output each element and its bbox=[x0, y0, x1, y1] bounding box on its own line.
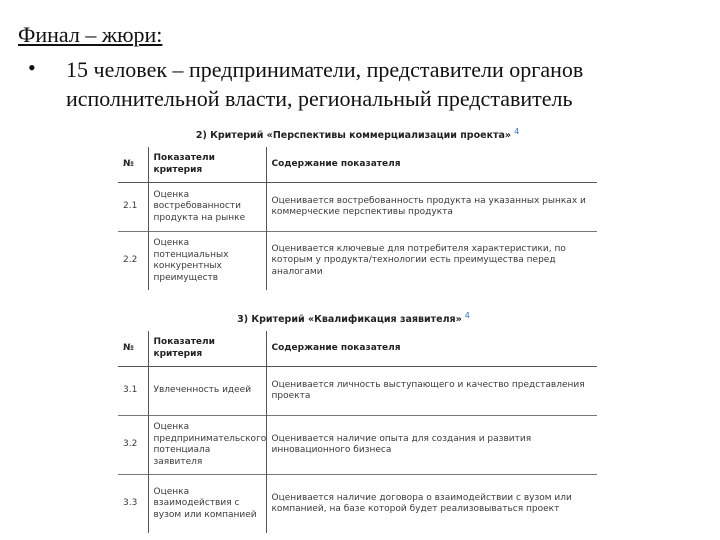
row-number: 3.3 bbox=[118, 475, 148, 534]
table-row bbox=[118, 475, 597, 534]
criterion-3-document bbox=[110, 307, 597, 526]
row-content: Оценивается наличие договора о взаимодействии с вузом или компанией, на базе которой будет реализовываться проект bbox=[266, 475, 597, 534]
row-indicator: Оценка потенциальных конкурентных преимуществ bbox=[148, 232, 266, 291]
header-content: Содержание показателя bbox=[266, 331, 597, 367]
row-indicator: Оценка востребованности продукта на рынке bbox=[148, 183, 266, 232]
row-indicator: Увлеченность идеей bbox=[148, 367, 266, 416]
criterion-2-table bbox=[118, 147, 597, 290]
footnote-marker: 4 bbox=[514, 127, 520, 136]
criterion-2-title-text: 2) Критерий «Перспективы коммерциализации проекта» bbox=[195, 130, 512, 142]
table-header-row bbox=[118, 331, 597, 367]
criterion-2-title bbox=[118, 123, 597, 141]
row-content: Оценивается востребованность продукта на указанных рынках и коммерческие перспективы продукта bbox=[266, 183, 597, 232]
header-number: № bbox=[118, 147, 148, 183]
row-number: 3.2 bbox=[118, 416, 148, 475]
row-number: 2.2 bbox=[118, 232, 148, 291]
table-row bbox=[118, 232, 597, 291]
bullet-marker: • bbox=[28, 55, 36, 80]
table-row bbox=[118, 367, 597, 416]
header-number: № bbox=[118, 331, 148, 367]
footnote-marker: 4 bbox=[464, 311, 470, 320]
row-content: Оценивается личность выступающего и качество представления проекта bbox=[266, 367, 597, 416]
slide-heading: Финал – жюри: bbox=[18, 22, 163, 47]
row-indicator: Оценка предпринимательского потенциала заявителя bbox=[148, 416, 266, 475]
criterion-3-title bbox=[110, 307, 597, 325]
header-content: Содержание показателя bbox=[266, 147, 597, 183]
criterion-2-document bbox=[118, 123, 597, 303]
row-content: Оценивается наличие опыта для создания и развития инновационного бизнеса bbox=[266, 416, 597, 475]
row-content: Оценивается ключевые для потребителя характеристики, по которым у продукта/технологии есть преимущества перед аналогами bbox=[266, 232, 597, 291]
row-indicator: Оценка взаимодействия с вузом или компанией bbox=[148, 475, 266, 534]
table-row bbox=[118, 183, 597, 232]
criterion-3-table bbox=[118, 331, 597, 533]
table-row bbox=[118, 416, 597, 475]
header-indicator: Показатели критерия bbox=[148, 147, 266, 183]
header-indicator: Показатели критерия bbox=[148, 331, 266, 367]
criterion-3-title-text: 3) Критерий «Квалификация заявителя» bbox=[237, 314, 462, 326]
table-header-row bbox=[118, 147, 597, 183]
row-number: 3.1 bbox=[118, 367, 148, 416]
bullet-text: 15 человек – предприниматели, представители органов исполнительной власти, региональный представитель bbox=[66, 57, 584, 111]
row-number: 2.1 bbox=[118, 183, 148, 232]
